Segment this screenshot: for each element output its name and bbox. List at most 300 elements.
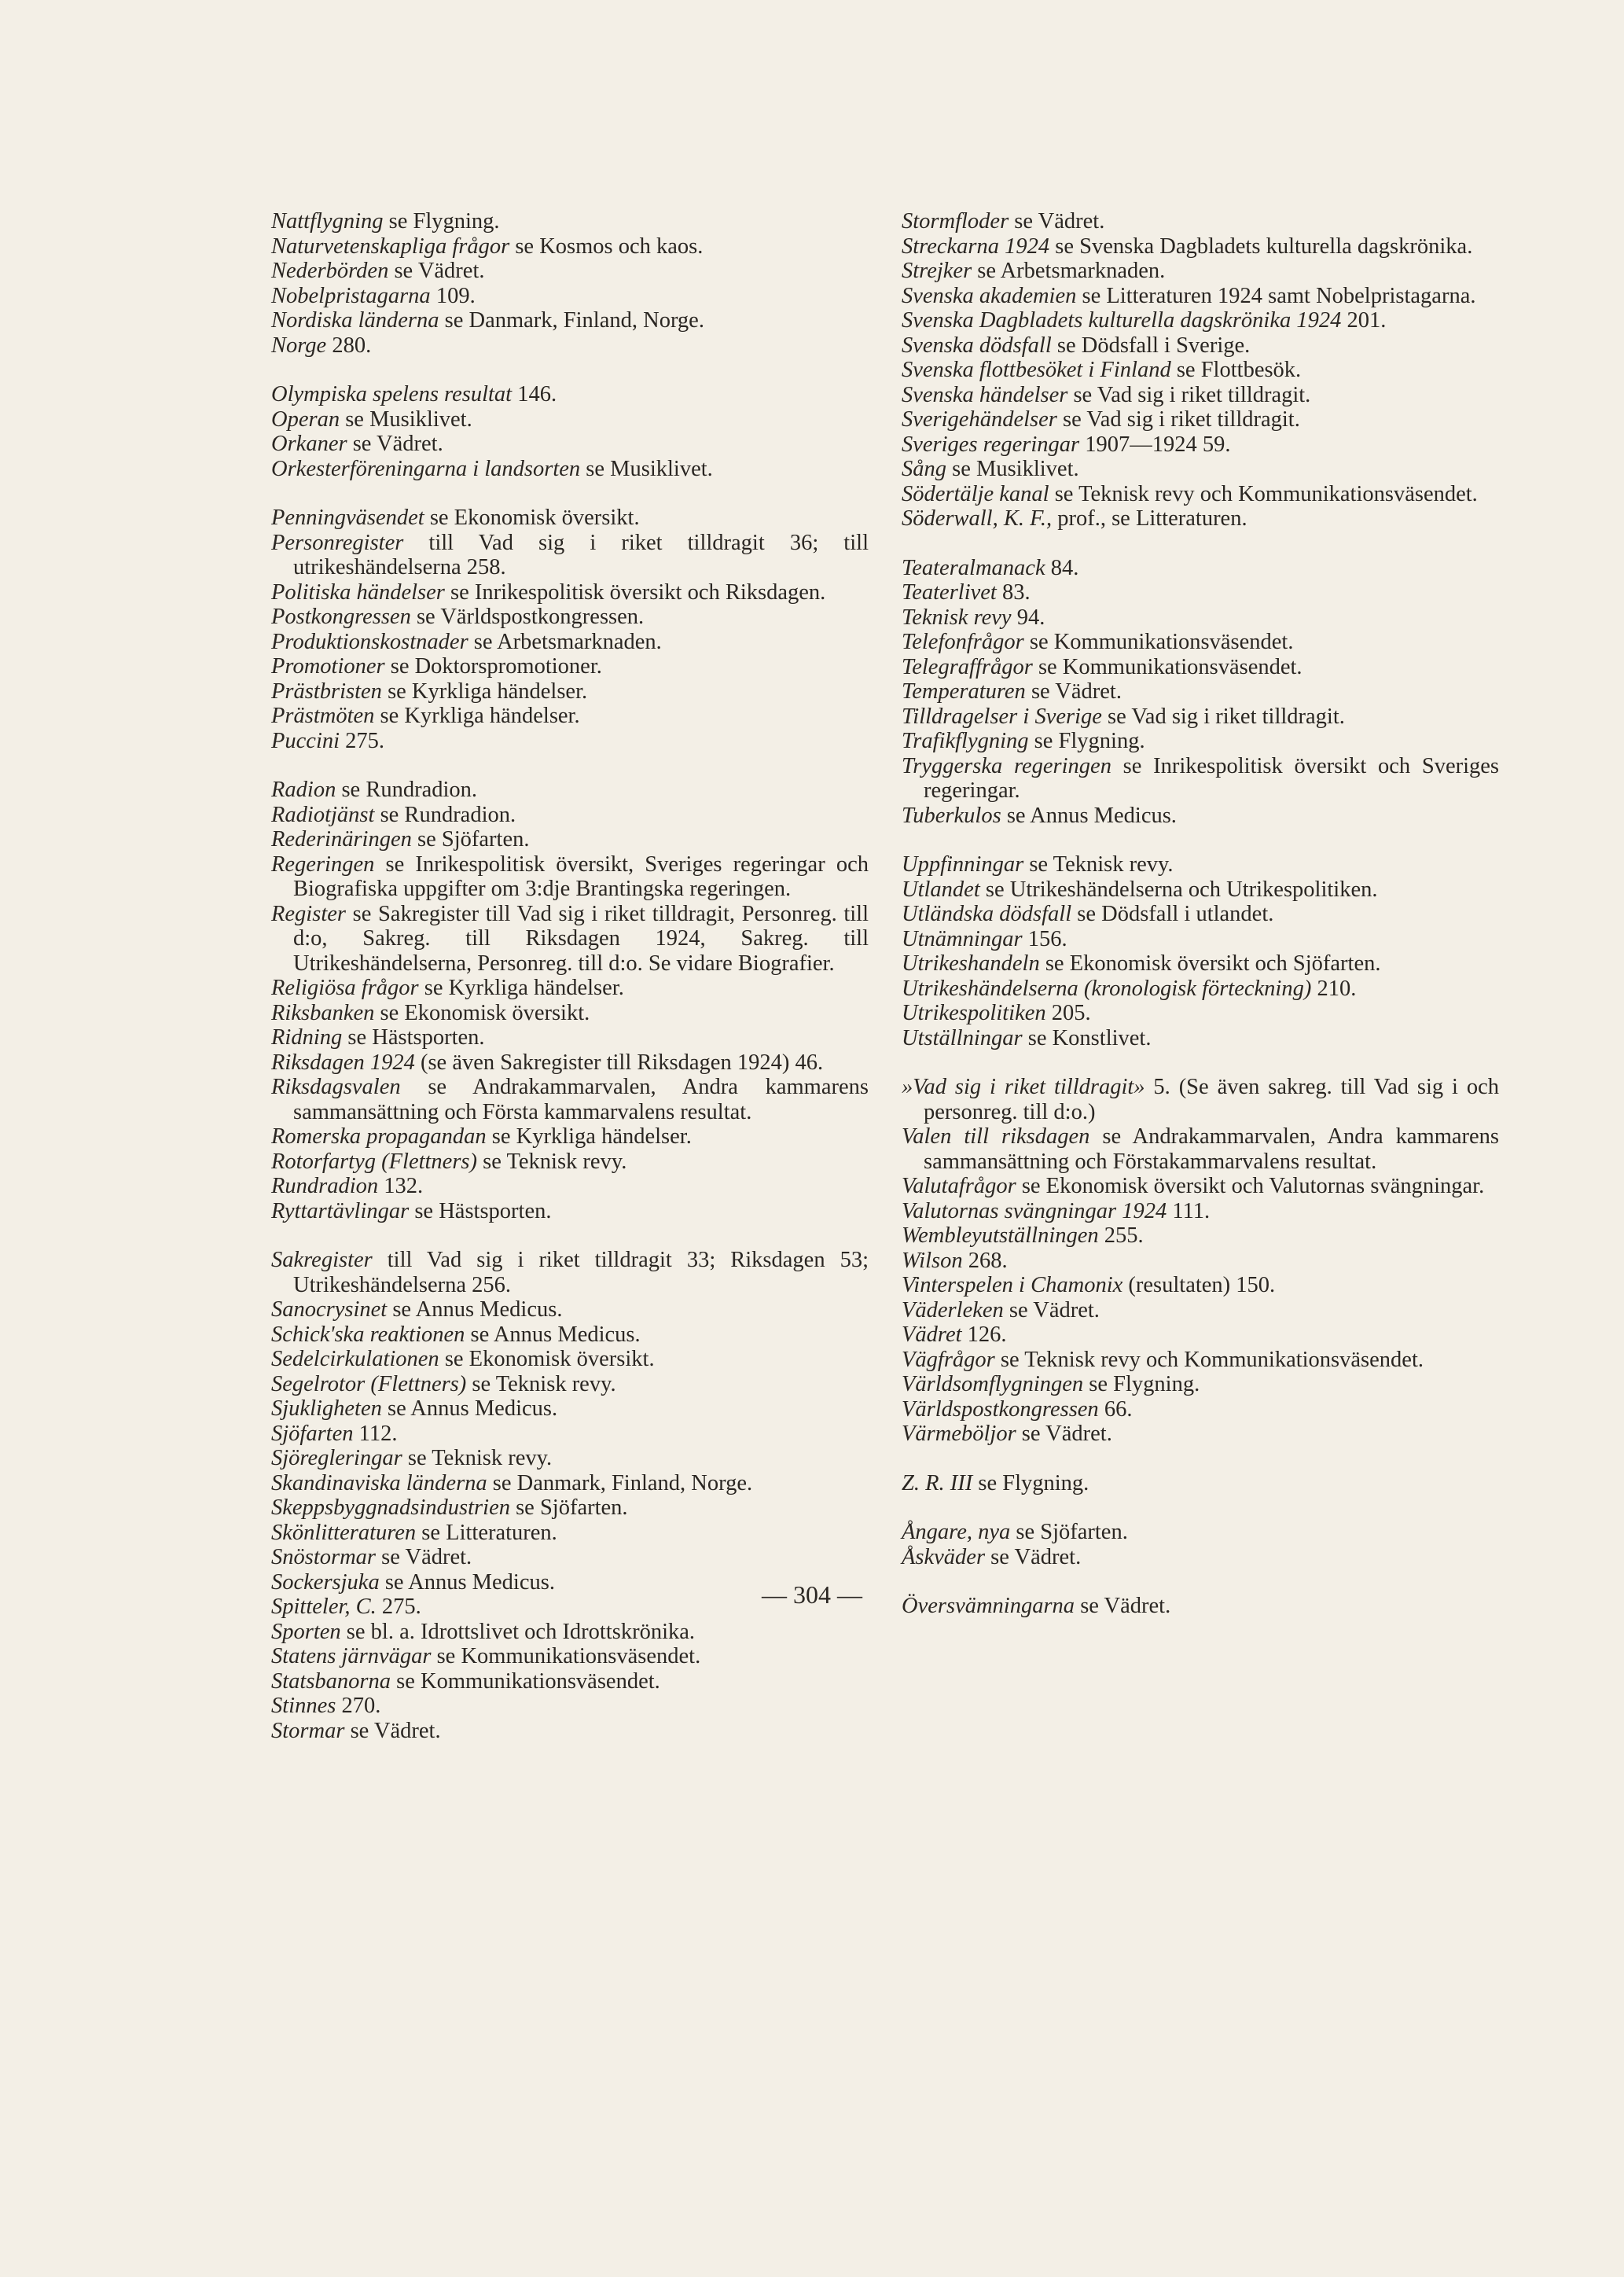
index-entry bbox=[902, 234, 1499, 259]
index-reference: se Teknisk revy. bbox=[402, 1446, 553, 1470]
index-entry bbox=[902, 1273, 1499, 1298]
index-term: Tilldragelser i Sverige bbox=[902, 704, 1102, 729]
index-reference: se Vädret. bbox=[1025, 679, 1122, 704]
index-group bbox=[271, 382, 869, 481]
index-entry bbox=[271, 902, 869, 977]
index-term: Södertälje kanal bbox=[902, 481, 1049, 506]
index-term: Teaterlivet bbox=[902, 580, 997, 605]
index-entry bbox=[902, 1249, 1499, 1274]
index-term: Utnämningar bbox=[902, 926, 1023, 951]
index-reference: 66. bbox=[1098, 1396, 1133, 1422]
index-reference: 94. bbox=[1011, 605, 1045, 630]
index-reference: se Doktorspromotioner. bbox=[384, 654, 602, 679]
index-reference: se Teknisk revy. bbox=[1023, 852, 1174, 877]
index-term: Telefonfrågor bbox=[902, 630, 1024, 654]
index-term: Ridning bbox=[271, 1025, 343, 1050]
index-term: Tuberkulos bbox=[902, 803, 1001, 828]
index-entry bbox=[271, 382, 869, 407]
index-reference: se Annus Medicus. bbox=[381, 1396, 558, 1421]
index-reference: se Annus Medicus. bbox=[465, 1322, 641, 1347]
index-reference: se Utrikeshändelserna och Utrikespolitiken. bbox=[979, 877, 1378, 902]
index-entry bbox=[902, 1545, 1499, 1570]
index-term: Nobelpristagarna bbox=[271, 283, 431, 308]
index-reference: se Inrikespolitisk översikt och Sveriges regeringar. bbox=[924, 753, 1499, 803]
index-term: Naturvetenskapliga frågor bbox=[271, 234, 510, 259]
index-reference: se Teknisk revy. bbox=[466, 1371, 616, 1396]
index-reference: 112. bbox=[353, 1421, 398, 1446]
index-entry bbox=[902, 902, 1499, 927]
index-term: Religiösa frågor bbox=[271, 976, 419, 1000]
index-entry bbox=[902, 927, 1499, 952]
index-term: Svenska händelser bbox=[902, 382, 1068, 407]
index-term: Stinnes bbox=[271, 1694, 336, 1718]
index-entry bbox=[271, 1372, 869, 1397]
index-reference: se Vädret. bbox=[344, 1718, 441, 1743]
index-entry bbox=[902, 1397, 1499, 1422]
index-reference: (se även Sakregister till Riksdagen 1924) 46. bbox=[414, 1050, 824, 1075]
index-reference: se Sjöfarten. bbox=[509, 1495, 628, 1520]
index-group bbox=[902, 1075, 1499, 1447]
index-group bbox=[271, 778, 869, 1223]
index-entry bbox=[902, 1471, 1499, 1496]
index-group bbox=[271, 1248, 869, 1743]
index-entry bbox=[902, 1124, 1499, 1174]
index-term: Nederbörden bbox=[271, 259, 389, 283]
index-reference: till Vad sig i riket tilldragit 36; till utrikeshändelserna 258. bbox=[293, 530, 869, 579]
index-entry bbox=[271, 1322, 869, 1348]
index-term: Sockersjuka bbox=[271, 1569, 380, 1595]
index-term: Världspostkongressen bbox=[902, 1396, 1099, 1422]
index-reference: 210. bbox=[1311, 976, 1357, 1001]
index-term: Sveriges regeringar bbox=[902, 432, 1080, 457]
index-term: Orkaner bbox=[271, 432, 347, 456]
index-term: Svenska Dagbladets kulturella dagskrönika 1924 bbox=[902, 308, 1342, 333]
index-term: Översvämningarna bbox=[902, 1594, 1075, 1618]
index-term: Skandinaviska länderna bbox=[271, 1470, 487, 1495]
index-reference: 84. bbox=[1045, 555, 1079, 580]
index-term: Temperaturen bbox=[902, 679, 1026, 704]
index-term: Puccini bbox=[271, 728, 340, 753]
index-term: Teknisk revy bbox=[902, 605, 1012, 630]
index-term: Ryttartävlingar bbox=[271, 1198, 410, 1223]
index-entry bbox=[271, 630, 869, 655]
index-reference: 1907—1924 59. bbox=[1079, 432, 1231, 457]
index-reference: se Kommunikationsväsendet. bbox=[391, 1668, 660, 1694]
index-entry bbox=[902, 1520, 1499, 1545]
index-term: Utrikespolitiken bbox=[902, 1001, 1046, 1025]
index-reference: se Teknisk revy och Kommunikationsväsendet. bbox=[1049, 481, 1478, 506]
index-entry bbox=[902, 457, 1499, 482]
index-entry bbox=[902, 308, 1499, 333]
index-entry bbox=[271, 457, 869, 482]
index-reference: 275. bbox=[376, 1595, 421, 1619]
index-term: Svenska dödsfall bbox=[902, 333, 1052, 358]
index-term: Svenska akademien bbox=[902, 283, 1077, 308]
index-term: Utlandet bbox=[902, 877, 980, 902]
index-reference: se Vad sig i riket tilldragit. bbox=[1067, 382, 1311, 407]
index-term: Stormfloder bbox=[902, 209, 1009, 234]
index-term: Radiotjänst bbox=[271, 802, 375, 827]
index-entry bbox=[271, 1471, 869, 1496]
index-reference: se Danmark, Finland, Norge. bbox=[439, 308, 704, 333]
index-reference: 126. bbox=[961, 1322, 1007, 1347]
index-reference: se Teknisk revy och Kommunikationsväsendet. bbox=[994, 1347, 1424, 1372]
index-term: Söderwall, K. F., bbox=[902, 506, 1053, 531]
index-group bbox=[902, 209, 1499, 532]
index-term: Sjöregleringar bbox=[271, 1446, 402, 1470]
index-entry bbox=[902, 1223, 1499, 1249]
index-reference: se Vädret. bbox=[388, 259, 485, 283]
index-reference: se Hästsporten. bbox=[342, 1025, 485, 1050]
index-term: Olympiska spelens resultat bbox=[271, 382, 513, 406]
index-reference: 270. bbox=[336, 1694, 381, 1718]
index-term: Penningväsendet bbox=[271, 506, 424, 530]
index-reference: 201. bbox=[1341, 308, 1387, 333]
index-term: Tryggerska regeringen bbox=[902, 753, 1111, 778]
index-reference: se Litteraturen. bbox=[416, 1520, 557, 1545]
index-entry bbox=[902, 580, 1499, 605]
index-reference: se Vädret. bbox=[1016, 1422, 1112, 1446]
index-reference: se Kyrkliga händelser. bbox=[381, 679, 588, 704]
index-reference: se Hästsporten. bbox=[409, 1198, 552, 1223]
index-term: Nordiska länderna bbox=[271, 308, 439, 333]
index-entry bbox=[271, 1545, 869, 1570]
index-term: »Vad sig i riket tilldragit» bbox=[902, 1075, 1145, 1099]
index-entry bbox=[902, 655, 1499, 680]
index-term: Spitteler, C. bbox=[271, 1595, 377, 1619]
index-reference: se Flygning. bbox=[1083, 1372, 1200, 1396]
index-entry bbox=[271, 852, 869, 902]
index-entry bbox=[902, 556, 1499, 581]
index-term: Rotorfartyg (Flettners) bbox=[271, 1149, 477, 1174]
index-reference: se Konstlivet. bbox=[1022, 1025, 1152, 1050]
index-term: Värmeböljor bbox=[902, 1422, 1016, 1446]
index-reference: se Flygning. bbox=[1028, 729, 1145, 753]
index-term: Sjöfarten bbox=[271, 1421, 354, 1446]
index-term: Sedelcirkulationen bbox=[271, 1347, 439, 1371]
index-group bbox=[902, 556, 1499, 829]
index-entry bbox=[271, 1248, 869, 1297]
index-entry bbox=[902, 729, 1499, 754]
index-term: Sverigehändelser bbox=[902, 407, 1057, 432]
index-term: Prästbristen bbox=[271, 679, 382, 704]
index-entry bbox=[902, 1348, 1499, 1373]
index-reference: se Danmark, Finland, Norge. bbox=[487, 1470, 753, 1495]
index-entry bbox=[902, 630, 1499, 655]
index-term: Valen till riksdagen bbox=[902, 1124, 1090, 1149]
index-entry bbox=[271, 1124, 869, 1150]
index-entry bbox=[271, 1669, 869, 1694]
index-term: Väderleken bbox=[902, 1297, 1004, 1322]
index-entry bbox=[271, 1495, 869, 1521]
index-group bbox=[902, 1471, 1499, 1496]
index-reference: se Vädret. bbox=[1009, 209, 1105, 234]
index-entry bbox=[902, 951, 1499, 977]
index-reference: se Ekonomisk översikt. bbox=[374, 1000, 590, 1025]
index-entry bbox=[271, 803, 869, 828]
index-term: Valutafrågor bbox=[902, 1174, 1016, 1198]
index-term: Teateralmanack bbox=[902, 555, 1045, 580]
index-reference: se Inrikespolitisk översikt och Riksdagen. bbox=[444, 579, 826, 605]
index-reference: se Musiklivet. bbox=[340, 406, 472, 432]
index-entry bbox=[271, 679, 869, 704]
index-reference: 111. bbox=[1167, 1198, 1211, 1223]
index-entry bbox=[902, 1322, 1499, 1348]
index-entry bbox=[902, 852, 1499, 877]
index-reference: se Vädret. bbox=[1075, 1594, 1171, 1618]
index-reference: se Rundradion. bbox=[336, 778, 478, 802]
index-reference: se Flygning. bbox=[383, 209, 500, 234]
index-reference: se Sakregister till Vad sig i riket tilldragit, Personreg. till d:o, Sakreg. till Riksdagen 1924, Sakreg. till Utrikeshändelserna, Personreg. till d:o. Se vidare Biografier. bbox=[293, 901, 869, 976]
index-reference: se Världspostkongressen. bbox=[410, 605, 645, 629]
index-entry bbox=[271, 259, 869, 284]
index-term: Stormar bbox=[271, 1718, 345, 1743]
index-entry bbox=[902, 333, 1499, 359]
index-reference: se Musiklivet. bbox=[580, 456, 713, 481]
index-term: Uppfinningar bbox=[902, 852, 1024, 877]
index-entry bbox=[271, 1347, 869, 1372]
index-entry bbox=[902, 1199, 1499, 1224]
index-reference: se Vädret. bbox=[347, 432, 443, 456]
index-term: Prästmöten bbox=[271, 704, 375, 728]
index-term: Valutornas svängningar 1924 bbox=[902, 1198, 1167, 1223]
index-entry bbox=[271, 1396, 869, 1422]
index-term: Z. R. III bbox=[902, 1470, 973, 1495]
index-reference: 5. (Se även sakreg. till Vad sig i och personreg. till d:o.) bbox=[924, 1075, 1499, 1124]
index-reference: 268. bbox=[962, 1248, 1008, 1273]
index-reference: 83. bbox=[996, 580, 1031, 605]
index-reference: se Musiklivet. bbox=[946, 457, 1079, 481]
index-entry bbox=[902, 804, 1499, 829]
index-entry bbox=[271, 1446, 869, 1471]
index-reference: se Kyrkliga händelser. bbox=[486, 1124, 692, 1149]
index-entry bbox=[902, 284, 1499, 309]
index-reference: se Flygning. bbox=[972, 1470, 1089, 1495]
index-reference: 146. bbox=[512, 382, 557, 406]
index-group bbox=[902, 852, 1499, 1050]
index-term: Utländska dödsfall bbox=[902, 902, 1072, 926]
index-term: Riksdagen 1924 bbox=[271, 1050, 415, 1075]
index-reference: 275. bbox=[340, 728, 385, 753]
index-reference: se bl. a. Idrottslivet och Idrottskrönika. bbox=[340, 1619, 696, 1644]
index-entry bbox=[271, 1297, 869, 1322]
index-reference: se Annus Medicus. bbox=[379, 1569, 555, 1595]
index-term: Personregister bbox=[271, 530, 404, 555]
index-entry bbox=[902, 1298, 1499, 1323]
index-term: Radion bbox=[271, 778, 336, 802]
index-term: Strejker bbox=[902, 259, 972, 283]
index-entry bbox=[902, 506, 1499, 532]
index-reference: se Teknisk revy. bbox=[477, 1149, 627, 1174]
page-number: — 304 — bbox=[762, 1580, 862, 1609]
index-reference: se Dödsfall i utlandet. bbox=[1071, 902, 1274, 926]
index-reference: 109. bbox=[430, 283, 476, 308]
index-term: Skeppsbyggnadsindustrien bbox=[271, 1495, 510, 1520]
index-term: Snöstormar bbox=[271, 1545, 377, 1569]
index-entry bbox=[271, 1025, 869, 1050]
index-entry bbox=[902, 407, 1499, 432]
index-term: Skönlitteraturen bbox=[271, 1520, 417, 1545]
index-entry bbox=[902, 1075, 1499, 1124]
index-reference: se Vädret. bbox=[1003, 1297, 1100, 1322]
index-term: Telegraffrågor bbox=[902, 654, 1033, 679]
index-reference: se Annus Medicus. bbox=[387, 1297, 563, 1322]
index-entry bbox=[902, 482, 1499, 507]
index-reference: se Arbetsmarknaden. bbox=[468, 629, 662, 654]
index-term: Utrikeshändelserna (kronologisk förteckning) bbox=[902, 976, 1312, 1001]
index-entry bbox=[902, 977, 1499, 1002]
index-entry bbox=[902, 432, 1499, 458]
index-term: Promotioner bbox=[271, 654, 385, 679]
index-entry bbox=[271, 308, 869, 333]
index-term: Sanocrysinet bbox=[271, 1297, 388, 1322]
index-entry bbox=[902, 754, 1499, 804]
index-reference: se Kosmos och kaos. bbox=[509, 234, 704, 259]
index-entry bbox=[271, 333, 869, 359]
index-entry bbox=[271, 654, 869, 679]
index-term: Schick'ska reaktionen bbox=[271, 1322, 465, 1347]
index-term: Riksbanken bbox=[271, 1000, 375, 1025]
index-reference: se Vädret. bbox=[376, 1545, 472, 1569]
index-term: Rederinäringen bbox=[271, 827, 412, 852]
index-reference: 156. bbox=[1022, 926, 1067, 951]
index-term: Postkongressen bbox=[271, 605, 411, 629]
index-reference: se Rundradion. bbox=[374, 802, 516, 827]
index-term: Svenska flottbesöket i Finland bbox=[902, 358, 1171, 382]
index-term: Trafikflygning bbox=[902, 729, 1029, 753]
index-term: Wembleyutställningen bbox=[902, 1223, 1099, 1248]
index-entry bbox=[271, 1422, 869, 1447]
index-term: Sakregister bbox=[271, 1248, 373, 1272]
index-entry bbox=[271, 531, 869, 580]
index-entry bbox=[271, 1644, 869, 1669]
index-reference: se Kommunikationsväsendet. bbox=[1023, 630, 1294, 654]
index-entry bbox=[271, 209, 869, 234]
index-entry bbox=[271, 1150, 869, 1175]
index-term: Nattflygning bbox=[271, 209, 384, 234]
index-term: Åskväder bbox=[902, 1544, 986, 1569]
index-entry bbox=[902, 1174, 1499, 1199]
index-entry bbox=[271, 284, 869, 309]
index-entry bbox=[271, 1001, 869, 1026]
index-term: Romerska propagandan bbox=[271, 1124, 487, 1149]
index-term: Streckarna 1924 bbox=[902, 234, 1050, 259]
index-term: Operan bbox=[271, 406, 340, 432]
index-entry bbox=[902, 679, 1499, 704]
index-entry bbox=[271, 729, 869, 754]
index-entry bbox=[902, 259, 1499, 284]
index-reference: se Flottbesök. bbox=[1170, 358, 1302, 382]
index-reference: prof., se Litteraturen. bbox=[1052, 506, 1247, 531]
index-reference: se Andrakammarvalen, Andra kammarens sammansättning och Förstakammarvalens resultat. bbox=[924, 1124, 1499, 1174]
left-column bbox=[271, 209, 869, 1743]
index-reference: se Ekonomisk översikt. bbox=[424, 506, 640, 530]
index-term: Politiska händelser bbox=[271, 579, 445, 605]
index-term: Produktionskostnader bbox=[271, 629, 468, 654]
index-reference: se Kyrkliga händelser. bbox=[418, 976, 624, 1000]
index-term: Statens järnvägar bbox=[271, 1644, 432, 1668]
index-term: Rundradion bbox=[271, 1174, 379, 1198]
index-reference: se Vädret. bbox=[985, 1544, 1082, 1569]
index-term: Regeringen bbox=[271, 852, 375, 877]
index-term: Vägfrågor bbox=[902, 1347, 995, 1372]
index-entry bbox=[271, 976, 869, 1001]
index-entry bbox=[902, 383, 1499, 408]
index-term: Statsbanorna bbox=[271, 1668, 391, 1694]
index-entry bbox=[271, 1174, 869, 1199]
index-term: Segelrotor (Flettners) bbox=[271, 1371, 467, 1396]
index-entry bbox=[902, 358, 1499, 383]
index-entry bbox=[271, 506, 869, 531]
index-entry bbox=[902, 877, 1499, 903]
index-term: Vinterspelen i Chamonix bbox=[902, 1273, 1123, 1297]
index-reference: se Ekonomisk översikt. bbox=[439, 1347, 655, 1371]
index-reference: 132. bbox=[378, 1174, 424, 1198]
index-entry bbox=[271, 1719, 869, 1744]
index-term: Vädret bbox=[902, 1322, 962, 1347]
index-reference: se Dödsfall i Sverige. bbox=[1051, 333, 1251, 358]
index-reference: se Ekonomisk översikt och Valutornas svängningar. bbox=[1016, 1174, 1485, 1198]
index-reference: se Kommunikationsväsendet. bbox=[1032, 654, 1303, 679]
index-reference: se Inrikespolitisk översikt, Sveriges regeringar och Biografiska uppgifter om 3:dje Brantingska regeringen. bbox=[293, 852, 869, 901]
index-entry bbox=[271, 1521, 869, 1546]
index-reference: se Sjöfarten. bbox=[411, 827, 530, 852]
index-entry bbox=[271, 1075, 869, 1124]
index-reference: (resultaten) 150. bbox=[1122, 1273, 1276, 1297]
index-entry bbox=[271, 1199, 869, 1224]
index-term: Norge bbox=[271, 333, 327, 358]
index-term: Riksdagsvalen bbox=[271, 1075, 401, 1099]
index-reference: se Kommunikationsväsendet. bbox=[431, 1644, 701, 1668]
index-entry bbox=[902, 209, 1499, 234]
index-reference: se Kyrkliga händelser. bbox=[374, 704, 580, 728]
index-entry bbox=[271, 704, 869, 729]
index-term: Wilson bbox=[902, 1248, 963, 1273]
index-reference: se Arbetsmarknaden. bbox=[972, 259, 1166, 283]
index-term: Världsomflygningen bbox=[902, 1372, 1084, 1396]
index-reference: till Vad sig i riket tilldragit 33; Riksdagen 53; Utrikeshändelserna 256. bbox=[293, 1248, 869, 1297]
index-term: Sporten bbox=[271, 1619, 341, 1644]
index-reference: se Vad sig i riket tilldragit. bbox=[1101, 704, 1345, 729]
index-entry bbox=[902, 605, 1499, 631]
index-group bbox=[271, 209, 869, 358]
index-reference: se Litteraturen 1924 samt Nobelpristagarna. bbox=[1076, 283, 1476, 308]
right-column bbox=[902, 209, 1499, 1619]
index-entry bbox=[271, 605, 869, 630]
index-reference: 280. bbox=[326, 333, 372, 358]
index-reference: se Vad sig i riket tilldragit. bbox=[1056, 407, 1300, 432]
index-term: Sång bbox=[902, 457, 946, 481]
index-term: Ångare, nya bbox=[902, 1520, 1011, 1544]
index-entry bbox=[271, 234, 869, 259]
index-entry bbox=[902, 704, 1499, 730]
index-term: Register bbox=[271, 901, 346, 926]
index-reference: se Ekonomisk översikt och Sjöfarten. bbox=[1039, 951, 1381, 976]
index-entry bbox=[271, 778, 869, 803]
index-reference: 255. bbox=[1098, 1223, 1144, 1248]
index-term: Sjukligheten bbox=[271, 1396, 382, 1421]
index-reference: se Annus Medicus. bbox=[1001, 803, 1177, 828]
index-entry bbox=[902, 1026, 1499, 1051]
index-term: Orkesterföreningarna i landsorten bbox=[271, 456, 581, 481]
index-entry bbox=[271, 407, 869, 432]
index-group bbox=[902, 1520, 1499, 1569]
index-reference: se Andrakammarvalen, Andra kammarens sammansättning och Första kammarvalens resultat. bbox=[293, 1075, 869, 1124]
index-entry bbox=[902, 1372, 1499, 1397]
index-term: Utställningar bbox=[902, 1025, 1023, 1050]
index-term: Utrikeshandeln bbox=[902, 951, 1040, 976]
index-entry bbox=[271, 827, 869, 852]
